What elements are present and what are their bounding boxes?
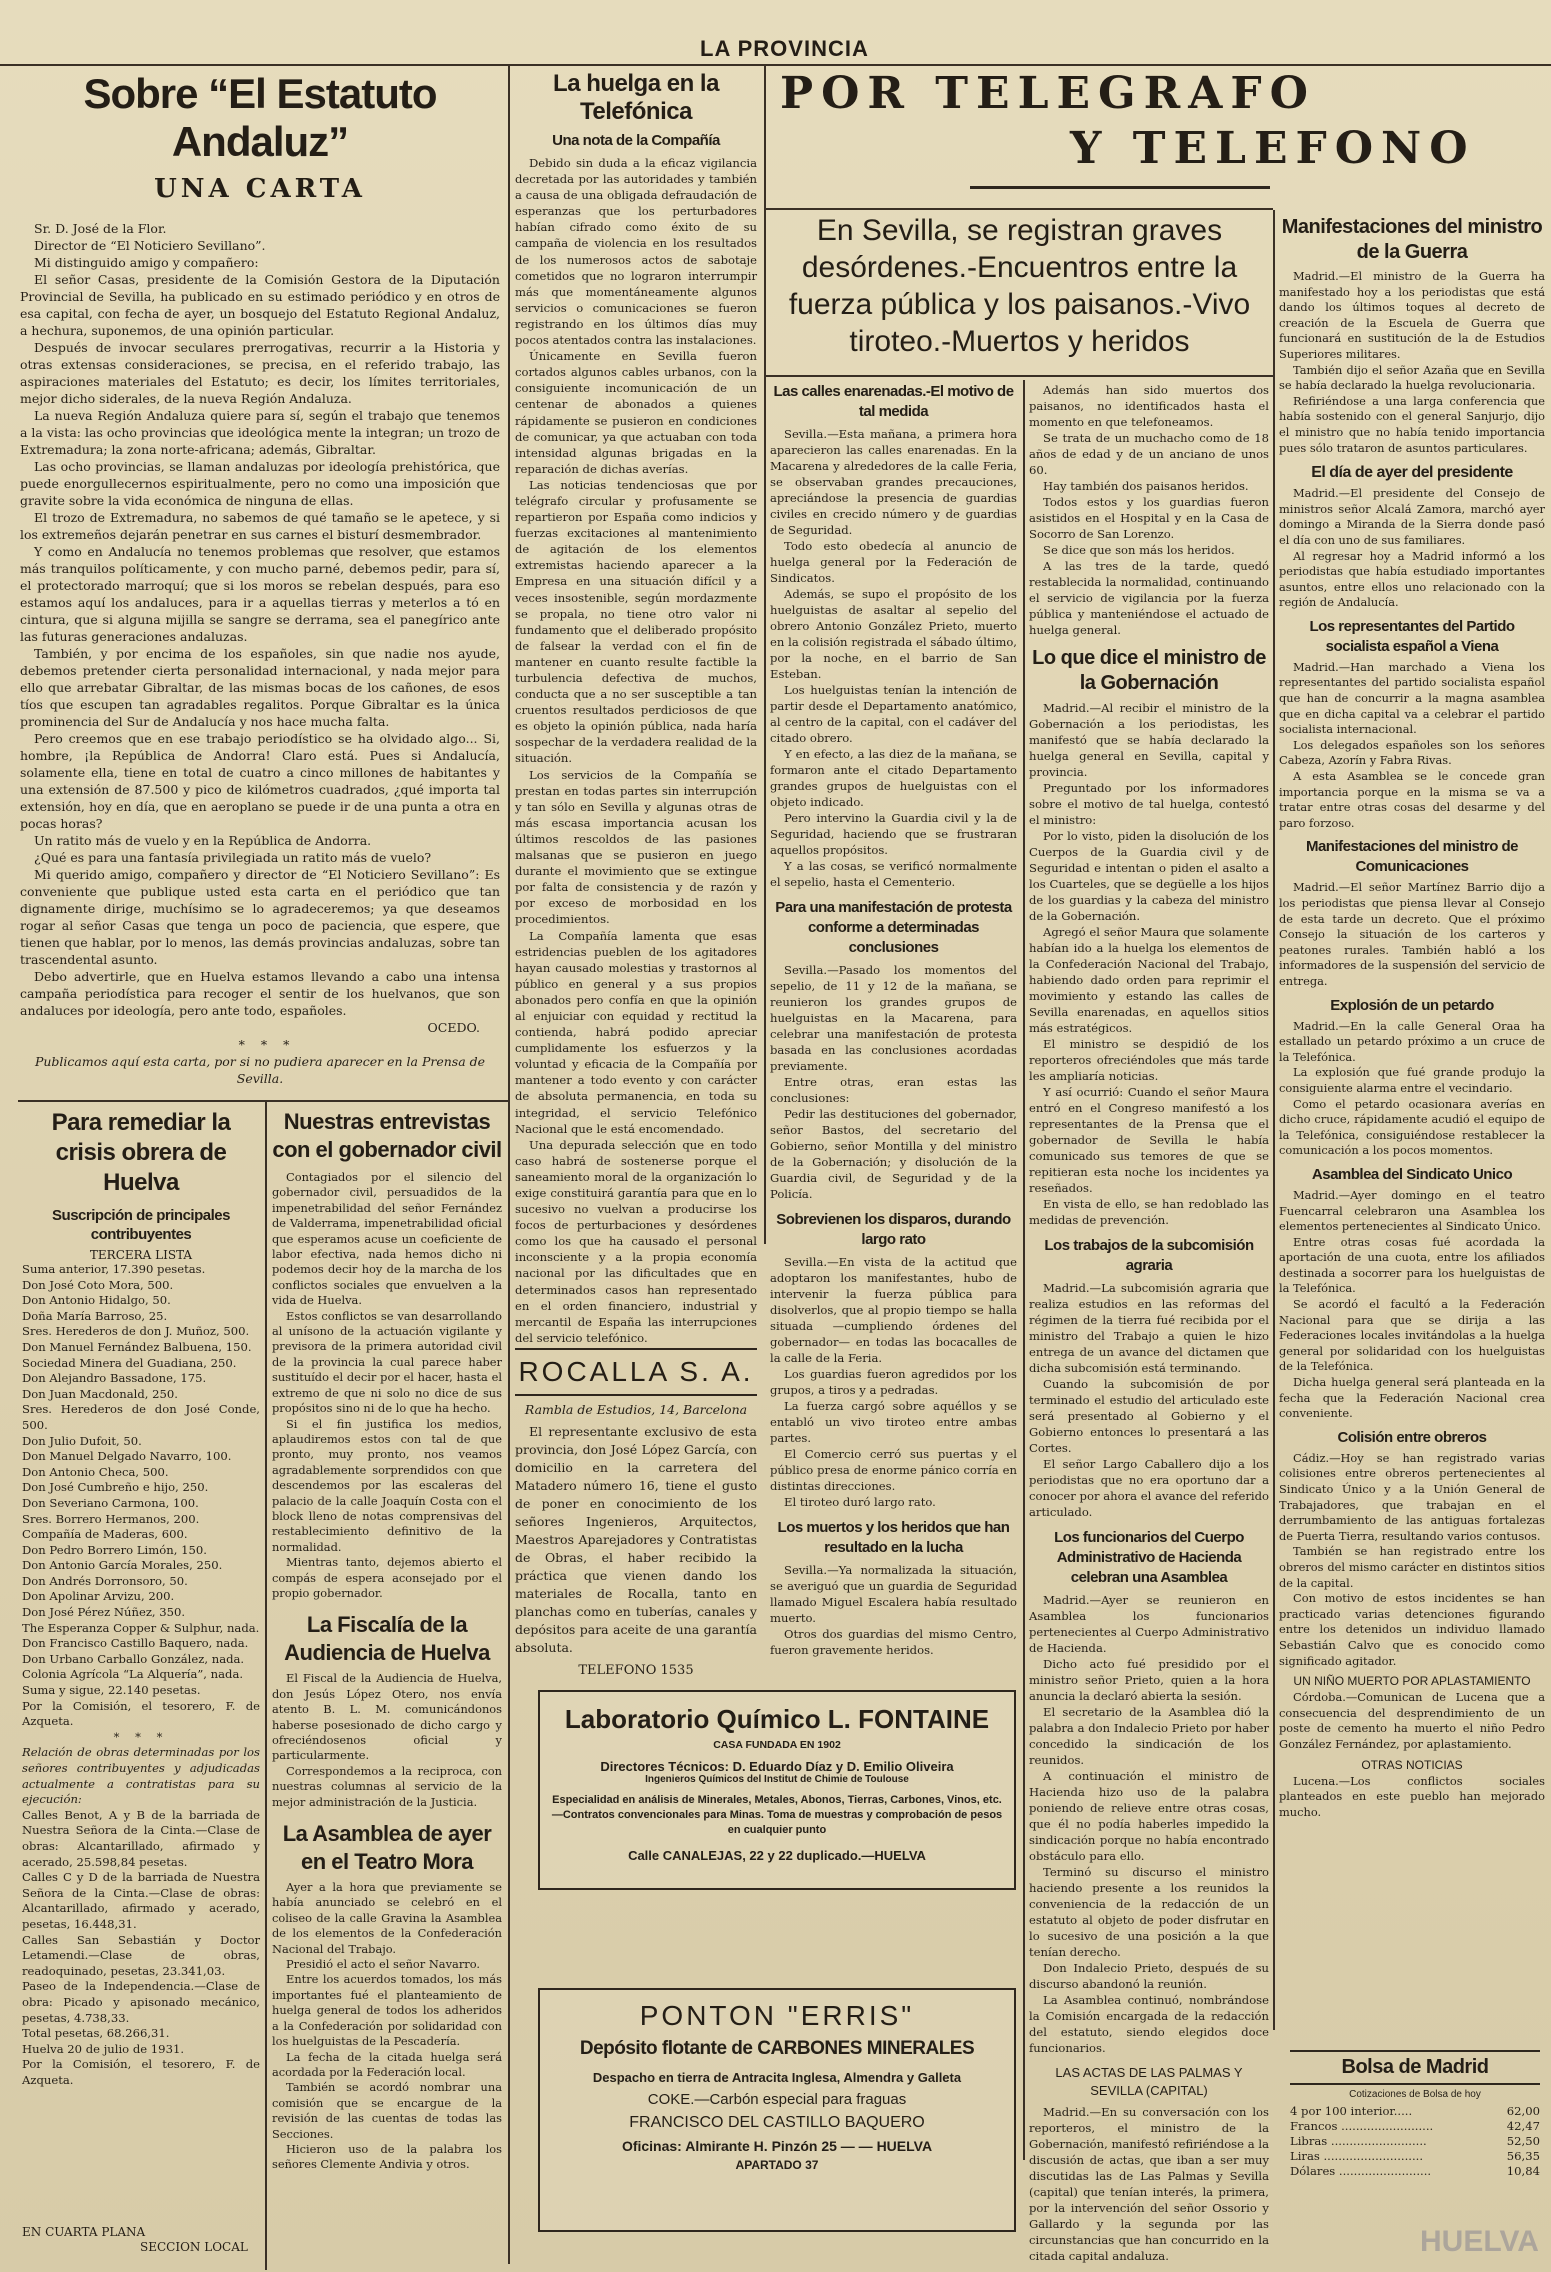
paragraph: Debo advertirle, que en Huelva estamos llevando a cabo una intensa campaña periodística para recoger el sentir de los huelvanos, que son andaluces por ideología, pero ante todo, españoles. [20,969,500,1018]
section-rule [18,1100,508,1102]
bolsa-label: Dólares ......................... [1290,2164,1432,2178]
section-title: Lo que dice el ministro de la Gobernación [1032,647,1266,694]
ad-founded: CASA FUNDADA EN 1902 [713,1739,841,1751]
bolsa-value: 42,47 [1506,2119,1540,2133]
article-title: Nuestras entrevistas con el gobernador civil [272,1109,502,1162]
paragraph: Agregó el señor Maura que solamente habían ido a la huelga los elementos de la Confederación Nacional del Trabajo, habiendo dado orden para reprimir el movimiento y estando las calles de Sevilla enarenadas, en aquellos sitios más estratégicos. [1029,925,1269,1035]
page-footer-right [140,2240,390,2254]
list-item: Sres. Borrero Hermanos, 200. [22,1511,200,1526]
estatuto-article [20,70,500,1087]
ad-phone: TELEFONO 1535 [578,1663,694,1678]
paragraph: Entre otras cosas fué acordada la aportación de una cuota, entre los afiliados destinada a socorrer para los huelguistas de la Telefónica. [1279,1234,1545,1296]
paragraph: Madrid.—Ayer se reunieron en Asamblea los funcionarios pertenecientes al Cuerpo Administrativo de Hacienda. [1029,1593,1269,1655]
article-title: Para remediar la crisis obrera de Huelva [51,1109,231,1196]
list-item: Don Antonio Hidalgo, 50. [22,1293,171,1308]
section-title: Sobrevienen los disparos, durando largo rato [776,1211,1011,1248]
bolsa-label: Francos ......................... [1290,2119,1434,2133]
list-item: Sociedad Minera del Guadiana, 250. [22,1355,237,1370]
section-title: Manifestaciones del ministro de Comunicaciones [1305,838,1519,876]
paragraph: Todo esto obedecía al anuncio de huelga general por la Federación de Sindicatos. [770,539,1017,585]
paragraph: Madrid.—El presidente del Consejo de ministros señor Alcalá Zamora, marchó ayer domingo a Miranda de la Sierra donde pasó el día con uno de sus familiares. [1279,486,1545,547]
list-item: Don Andrés Dorronsoro, 50. [22,1573,188,1588]
paragraph: Entre otras, eran estas las conclusiones: [770,1075,1017,1105]
paragraph: Se trata de un muchacho como de 18 años de edad y de un anciano de unos 60. [1029,431,1269,477]
paragraph: También, y por encima de los españoles, sin que nadie nos ayude, debemos pretender cierta personalidad internacional, y nada mejor para ello que arrebatar Gibraltar, de las mismas bocas de los cañones, de esos tíos que escupen tan agradables regalitos. Porque Gibraltar es la única prominencia del Sur de Andalucía y nos hace mucha falta. [20,646,500,729]
ad-line: APARTADO 37 [735,2158,819,2172]
paragraph: Sevilla.—En vista de la actitud que adoptaron los manifestantes, hubo de intervenir la fuerza pública para disolverlos, que al propio tiempo se halla situada —cumpliendo órdenes del gobernador— en todas las bocacalles de la calle de la Feria. [770,1255,1017,1365]
paragraph: Después de invocar seculares prerrogativas, recurrir a la Historia y otras extensas consideraciones, se precisa, en el referido trabajo, las aspiraciones materiales del Estatuto; es decir, los límites territoriales, mejor dicho siderales, de la nueva Región Andaluza. [20,340,500,406]
paragraph: Hay también dos paisanos heridos. [1043,479,1249,493]
footnote: Publicamos aquí esta carta, por si no pudiera aparecer en la Prensa de Sevilla. [34,1054,486,1086]
salutation: Sr. D. José de la Flor. [34,221,167,236]
bolsa-title: Bolsa de Madrid [1341,2056,1489,2078]
paragraph: Sevilla.—Esta mañana, a primera hora aparecieron las calles enarenadas. En la Macarena y alrededores de la calle Feria, se observaban grandes precauciones, apreciándose la presencia de guardias civiles en crecido número y de guardias de Seguridad. [770,427,1017,537]
ad-subtitle: Depósito flotante de CARBONES MINERALES [579,2038,975,2059]
ad-directors: Directores Técnicos: D. Eduardo Díaz y D. Emilio Oliveira [600,1759,954,1774]
bolsa-subtitle: Cotizaciones de Bolsa de hoy [1349,2089,1481,2100]
footer-text: SECCION LOCAL [140,2240,248,2254]
paragraph: Cádiz.—Hoy se han registrado varias colisiones entre obreros pertenecientes al Sindicato Único y a la Unión General de Trabajadores, que trabajan en el derrumbamiento de las antiguas fortalezas de Puerta Tierra, resultando varios contusos. [1279,1450,1545,1543]
banner-line-2: Y TELEFONO [1070,123,1476,174]
paragraph: La explosión que fué grande produjo la consiguiente alarma entre el vecindario. [1279,1065,1545,1095]
headline: En Sevilla, se registran graves desórdenes.-Encuentros entre la fuerza pública y los paisanos.-Vivo tiroteo.-Muertos y heridos [788,214,1251,358]
paragraph: El ministro se despidió de los reporteros ofreciéndoles que más tarde les ampliaría noticias. [1029,1037,1269,1083]
list-item: Compañía de Maderas, 600. [22,1527,188,1542]
crisis-article [22,1108,260,2088]
list-item: The Esperanza Copper & Sulphur, nada. [22,1620,260,1635]
list-item: Don Francisco Castillo Baquero, nada. [22,1636,249,1651]
paragraph: Preguntado por los informadores sobre el motivo de tal huelga, contestó el ministro: [1029,781,1269,827]
bolsa-label: 4 por 100 interior..... [1290,2104,1413,2118]
paragraph: Con motivo de estos incidentes se han practicado varias detenciones figurando entre los detenidos un individuo llamado Sebastián Calvo que es conocido como significado agitador. [1279,1591,1545,1668]
ad-line: Oficinas: Almirante H. Pinzón 25 — — HUELVA [621,2138,933,2154]
huelga-article [515,70,757,1346]
bolsa-label: Liras ........................... [1290,2149,1423,2163]
section-title: OTRAS NOTICIAS [1361,1757,1463,1772]
paragraph: Madrid.—El ministro de la Guerra ha manifestado hoy a los periodistas que está dando los últimos toques al decreto de creación de la Escuela de Guerra que funcionará en sustitución de la de Estudios Superiores militares. [1279,269,1545,361]
paragraph: Dicho acto fué presidido por el ministro señor Prieto, quien a la hora anuncia la declaró abierta la sesión. [1029,1657,1269,1703]
bolsa-table [1290,2104,1540,2179]
article-title: Sobre “El Estatuto Andaluz” [83,70,437,165]
list-title: TERCERA LISTA [89,1248,193,1262]
paragraph: Al regresar hoy a Madrid informó a los periodistas que había estudiado importantes asuntos, entre ellos uno relacionado con la región de Andalucía. [1279,548,1545,610]
section-title: El día de ayer del presidente [1311,464,1513,482]
paragraph: El Comercio cerró sus puertas y el público presa de enorme pánico corría en distintas direcciones. [770,1447,1017,1493]
ad-line: FRANCISCO DEL CASTILLO BAQUERO [629,2114,925,2131]
paragraph: Terminó su discurso el ministro haciendo presente a los reunidos la conveniencia de la redacción de un estatuto al objeto de poder disfrutar en lo sucesivo de una posición a la que tenían derecho. [1029,1865,1269,1959]
paragraph: Por lo visto, piden la disolución de los Cuerpos de la Guardia civil y de Seguridad e intentan o piden el asalto a los Cuarteles, que se degüelle a los hijos de los guardias y la cabeza del ministro de la Gobernación. [1029,829,1269,923]
ad-title: PONTON "ERRIS" [639,2000,915,2031]
paragraph: A esta Asamblea se le concede gran importancia porque en la misma se va a tratar entre otras cosas del desarme y del paro forzoso. [1279,769,1545,830]
list-item: Don Antonio García Morales, 250. [22,1558,223,1573]
list-item: Don José Cumbreño e hijo, 250. [22,1480,209,1495]
guerra-column [1279,215,1545,1820]
section-title: LAS ACTAS DE LAS PALMAS Y SEVILLA (CAPITAL) [1055,2065,1243,2098]
list-item: Suma y sigue, 22.140 pesetas. [22,1683,201,1698]
paragraph: Madrid.—El señor Martínez Barrio dijo a los periodistas que piensa llevar al Consejo de esta tarde un decreto. Que el próximo Consejo la situación de los carteros y peatones rurales. También habló a los informadores de la suspensión del servicio de entrega. [1279,880,1545,988]
paragraph: La nueva Región Andaluza quiere para sí, según el trabajo que tenemos a la vista: las ocho provincias que ideológica mente la integran; un trozo de Extremadura; la zona norte-africana; además, Gibraltar. [20,408,500,457]
paragraph: También se han registrado entre los obreros del mismo carácter en distintos sitios de la capital. [1279,1544,1545,1590]
paragraph: Madrid.—En la calle General Oraa ha estallado un petardo próximo a un cruce de la Telefónica. [1279,1018,1545,1064]
page-footer-left [22,2225,272,2239]
paragraph: Y a las cosas, se verificó normalmente el sepelio, hasta el Cementerio. [770,859,1017,889]
paragraph: La fuerza cargó sobre aquéllos y se entabló un vivo tiroteo entre ambas partes. [770,1399,1017,1445]
list-item: Don Manuel Delgado Navarro, 100. [22,1449,232,1464]
paragraph: Y así ocurrió: Cuando el señor Maura entró en el Congreso manifestó a los representantes de la Prensa que el gobernador de Sevilla le había comunicado sus temores de que se repitieran esta noche los incidentes ya reseñados. [1029,1085,1269,1195]
fontaine-ad [538,1690,1016,1890]
article-title: La huelga en la Telefónica [553,70,719,125]
ad-line: COKE.—Carbón especial para fraguas [647,2091,907,2108]
paragraph: Madrid.—La subcomisión agraria que realiza estudios en las reformas del régimen de la tierra fué recibida por el ministro del Trabajo a quien le hizo entrega de un avance del dictamen que dicha subcomisión está terminando. [1029,1281,1269,1375]
greeting: Mi distinguido amigo y compañero: [34,255,259,270]
paragraph: Refiriéndose a una larga conferencia que había sostenido con el general Sanjurjo, dijo el ministro que no había tenido importancia pues sólo trataron de asuntos particulares. [1279,393,1545,455]
paragraph: Madrid.—En su conversación con los reporteros, el ministro de la Gobernación, manifestó refiriéndose a la discusión de actas, que iban a ser muy discutidas las de Las Palmas y Sevilla (capital) que tenían interés, la primera, por la intervención del señor Ossorio y Gallardo y la segunda por las circunstancias que han concurrido en la citada capital andaluza. [1029,2105,1269,2263]
paragraph: El Fiscal de la Audiencia de Huelva, don Jesús López Otero, nos envía atento B. L. M. comunicándonos haberse posesionado de dicho cargo y ofreciéndosenos oficial y particularmente. [272,1671,502,1763]
paragraph: Ayer a la hora que previamente se había anunciado se celebró en el coliseo de la calle Gravina la Asamblea de los elementos de la Confederación Nacional del Trabajo. [272,1880,502,1956]
recipient: Director de “El Noticiero Sevillano”. [34,238,266,253]
bolsa-value: 62,00 [1506,2104,1540,2118]
paragraph: El tiroteo duró largo rato. [784,1495,936,1509]
list-item: Don Manuel Fernández Balbuena, 150. [22,1339,252,1354]
paragraph: Córdoba.—Comunican de Lucena que a consecuencia del desprendimiento de un poste de cemento ha muerto el niño Pedro González Fernández, por aplastamiento. [1279,1690,1545,1751]
list-item: Don Juan Macdonald, 250. [22,1386,178,1401]
paragraph: Madrid.—Han marchado a Viena los representantes del partido socialista español que han de concurrir a la magna asamblea que en dicha capital va a celebrar el partido socialista internacional. [1279,659,1545,737]
paragraph: Además han sido muertos dos paisanos, no identificados hasta el momento en que telefoneamos. [1029,383,1269,429]
paragraph: Los guardias fueron agredidos por los grupos, a tiros y a pedradas. [770,1367,1017,1397]
footer-text: EN CUARTA PLANA [22,2225,146,2239]
column-rule [508,64,510,2264]
section-rule [765,375,1273,377]
list-item: Don Julio Dufoit, 50. [22,1433,142,1448]
list-item: Doña María Barroso, 25. [22,1308,168,1323]
paragraph: A continuación el ministro de Hacienda hizo uso de la palabra poniendo de relieve entre otras cosas, que él no podía haberles impedido la sindicación porque no había encontrado obstáculo para ello. [1029,1769,1269,1863]
section-title: Los muertos y los heridos que han resultado en la lucha [777,1519,1010,1556]
paragraph: Se dice que son más los heridos. [1043,543,1235,557]
bolsa-row [1290,2164,1540,2179]
bolsa-value: 52,50 [1506,2134,1540,2148]
paragraph: Estos conflictos se van desarrollando al unísono de la actuación vigilante y previsora de la primera autoridad civil de la provincia la cual parece haber sustituído el decir por el hacer, hasta el extremo de que ni solo no dice de sus propósitos sino ni de lo que ha hecho. [272,1308,502,1416]
article-subtitle: UNA CARTA [154,174,366,204]
list-item: Don Alejandro Bassadone, 175. [22,1371,207,1386]
paragraph: La Asamblea continuó, nombrándose la Comisión encargada de la redacción del estatuto, siendo elegidos doce funcionarios. [1029,1993,1269,2055]
paragraph: Todos estos y los guardias fueron asistidos en el Hospital y en la Casa de Socorro de San Lorenzo. [1029,495,1269,541]
banner-line-1: POR TELEGRAFO [780,68,1316,119]
list-item: Calles C y D de la barriada de Nuestra Señora de la Cinta.—Clase de obras: Alcantarillado, afirmado y acerado, pesetas, 16.448,31. [22,1870,260,1931]
ad-specialty: Especialidad en análisis de Minerales, Metales, Abonos, Tierras, Carbones, Vinos, etc.—Contratos convencionales para Minas. Toma de muestras y comprobación de pesos en cualquier punto [551,1794,1003,1836]
bolsa-box [1290,2050,1540,2179]
article-title: La Fiscalía de la Audiencia de Huelva [284,1612,490,1666]
separator-dots: * * * [238,1037,296,1052]
paragraph: Debido sin duda a la eficaz vigilancia decretada por las autoridades y también a causa de una obligada defraudación de esperanzas que los perturbadores habían cifrado como éxito de su campaña de violencia en los resultados de los numerosos actos de sabotaje cometidos que no lograron interrumpir más que momentáneamente algunos servicios o comunicaciones se fueron registrando en los últimos días muy pocos atentados contra las instalaciones. [515,156,757,348]
paragraph: También dijo el señor Azaña que en Sevilla se había declarado la huelga revolucionaria. [1279,362,1545,393]
list-item: Suma anterior, 17.390 pesetas. [22,1262,206,1276]
paragraph: Sevilla.—Ya normalizada la situación, se averiguó que un guardia de Seguridad llamado Miguel Escalera había resultado muerto. [770,1563,1017,1625]
banner-rule [970,186,1270,189]
sevilla-headline [772,212,1267,360]
separator-dots: * * * [113,1729,169,1744]
list-item: Calles San Sebastián y Doctor Letamendi.—Clase de obras, readoquinado, pesetas, 23.341,03. [22,1932,260,1978]
paragraph: El señor Largo Caballero dijo a los periodistas que no era oportuno dar a conocer por ahora el avance del referido articulado. [1029,1457,1269,1519]
paragraph: Se acordó el facultó a la Federación Nacional para que se dirija a las Federaciones locales invitándolas a la huelga general por solidaridad con los huelguistas de la Telefónica. [1279,1297,1545,1374]
list-item: Total pesetas, 68.266,31. [22,2026,170,2041]
paragraph: A las tres de la tarde, quedó restablecida la normalidad, continuando el servicio de vigilancia por la fuerza pública y manteniéndose el actuado de huelga general. [1029,559,1269,637]
section-title: Explosión de un petardo [1330,996,1494,1014]
paragraph: Pero intervino la Guardia civil y la de Seguridad, haciendo que se frustraran aquellos propósitos. [770,811,1017,857]
article-subtitle: Suscripción de principales contribuyentes [52,1207,230,1243]
column-rule [1023,380,1025,2160]
section-rule [765,208,1273,210]
paragraph: Un ratito más de vuelo y en la República de Andorra. [34,833,372,848]
section-title: Los funcionarios del Cuerpo Administrativo de Hacienda celebran una Asamblea [1054,1529,1244,1586]
bolsa-row [1290,2119,1540,2134]
ad-title: ROCALLA S. A. [518,1356,754,1387]
bolsa-value: 56,35 [1506,2149,1540,2163]
list-item: Por la Comisión, el tesorero, F. de Azqueta. [22,1698,260,1729]
list-item: Huelva 20 de julio de 1931. [22,2041,185,2056]
bolsa-label: Libras .......................... [1290,2134,1427,2148]
bolsa-row [1290,2134,1540,2149]
paragraph: Como el petardo ocasionara averías en dicho cruce, rápidamente acudió el equipo de la Telefónica, consiguiéndose restablecer la comunicación a los pocos momentos. [1279,1096,1545,1158]
ad-address: Rambla de Estudios, 14, Barcelona [524,1402,748,1417]
section-title: Para una manifestación de protesta conforme a determinadas conclusiones [775,899,1012,956]
paragraph: Los servicios de la Compañía se prestan en todas partes sin interrupción y tan sólo en Sevilla y algunas otras de más escasa importancia acusan los últimos rescoldos de las pasiones malsanas que se pusieron en juego durante el movimiento que se extingue por falta de consistencia y de razón y por exceso de morbosidad en los procedimientos. [515,767,757,927]
paragraph: En vista de ello, se han redoblado las medidas de prevención. [1029,1197,1269,1227]
section-title: Los representantes del Partido socialista español a Viena [1309,617,1515,655]
paragraph: La fecha de la citada huelga será acordada por la Federación local. [272,2049,502,2079]
gobernacion-column [1029,382,1269,2264]
paragraph: Otros dos guardias del mismo Centro, fueron gravemente heridos. [770,1627,1017,1657]
ad-address: Calle CANALEJAS, 22 y 22 duplicado.—HUELVA [628,1848,926,1863]
column-rule [764,64,766,1244]
section-title: Manifestaciones del ministro de la Guerra [1281,216,1543,263]
paragraph: Únicamente en Sevilla fueron cortados algunos cables urbanos, con la consiguiente incomunicación de un centenar de abonados a quienes rápidamente se pusieron en condiciones de comunicar, ya que actuaban con toda intensidad algunas brigadas en la reparación de dichas averías. [515,349,757,476]
paragraph: Mi querido amigo, compañero y director de “El Noticiero Sevillano”: Es conveniente que publique usted esta carta en el periódico que tan dignamente dirige, muchísimo se lo agradeceremos; ya que deseamos rogar al señor Casas que tenga un poco de paciencia, que espere, que tienen que hablar, por lo menos, las demás provincias andaluzas, sobre tan trascendental asunto. [20,867,500,967]
list-item: Sres. Herederos de don José Conde, 500. [22,1402,260,1432]
paragraph: Contagiados por el silencio del gobernador civil, persuadidos de la impenetrabilidad del señor Fernández de Valderrama, impenetrabilidad oficial que esperamos acuse un coeficiente de labor efectiva, nada hemos dicho ni podemos decir hoy de la marcha de los conflictos sociales que envuelven a la vida de Huelva. [272,1170,502,1308]
sevilla-column [770,382,1017,1658]
bolsa-row [1290,2149,1540,2164]
telegrafo-banner [770,68,1550,208]
list-item: Don Apolinar Arvizu, 200. [22,1589,175,1604]
list-item: Paseo de la Independencia.—Clase de obra: Picado y apisonado mecánico, pesetas, 4.738,33. [22,1979,260,2025]
obras-title: Relación de obras determinadas por los señores contribuyentes y adjudicadas actualmente a contratistas para su ejecución: [22,1745,260,1807]
list-item: Sres. Herederos de don J. Muñoz, 500. [22,1324,250,1339]
paragraph: Las ocho provincias, se llaman andaluzas por ideología prehistórica, que puede enorgullecernos espiritualmente, pero no como una imposición que gravite sobre la vida económica de ninguna de ellas. [20,459,500,508]
top-rule [0,64,1551,66]
paragraph: Dicha huelga general será planteada en la fecha que la Federación Nacional crea conveniente. [1279,1375,1545,1421]
list-item: Don José Pérez Núñez, 350. [22,1605,186,1620]
list-item: Don Pedro Borrero Limón, 150. [22,1542,207,1557]
paragraph: Si el fin justifica los medios, aplaudiremos estos con tal de que pronto, muy pronto, nos veamos agradablemente sorprendidos con que descendemos por las escaleras del palacio de la calle Joaquín Costa con el block lleno de notas comprensivas del restablecimiento definitivo de la normalidad. [272,1416,502,1554]
list-item: Calles Benot, A y B de la barriada de Nuestra Señora de la Cinta.—Clase de obras: Alcantarillado, afirmado y acerado, 25.598,84 pesetas. [22,1807,260,1869]
section-title: Asamblea del Sindicato Unico [1311,1165,1513,1183]
ad-title: Laboratorio Químico L. FONTAINE [564,1704,990,1734]
paragraph: Una depurada selección que en todo caso habrá de sostenerse porque el saneamiento moral de la organización lo exige constituirá garantía para que en lo sucesivo no vuelvan a producirse los focos de perturbaciones y desórdenes como los que ha causado el personal inconsciente y a la propia economía nacional por las dificultades que en determinados casos han representado en el orden financiero, industrial y mercantil de España las interrupciones del servicio telefónico. [515,1137,757,1345]
paragraph: Madrid.—Al recibir el ministro de la Gobernación a los periodistas, les manifestó que se había declarado la huelga general en Sevilla, capital y provincia. [1029,701,1269,779]
column-rule [265,1100,267,2270]
section-title: Colisión entre obreros [1337,1428,1487,1446]
paragraph: El señor Casas, presidente de la Comisión Gestora de la Diputación Provincial de Sevilla, ha publicado en su estimado periódico y en otros de esa capital, con fecha de ayer, un bosquejo del Estatuto Regional Andaluz, a hechura, suponemos, de una opinión particular. [20,272,500,338]
paragraph: El trozo de Extremadura, no sabemos de qué tamaño se le apetece, y si los extremeños dejarán penetrar en sus carnes el bisturí desmembrador. [20,510,500,542]
section-title: Las calles enarenadas.-El motivo de tal medida [773,383,1014,420]
paragraph: Madrid.—Ayer domingo en el teatro Fuencarral celebraron una Asamblea los elementos pertenecientes al Sindicato Único. [1279,1187,1545,1234]
paragraph: Correspondemos a la reciproca, con nuestras columnas al servicio de la mejor administración de la Justicia. [272,1763,502,1809]
paragraph: Además, se supo el propósito de los huelguistas de asaltar al sepelio del obrero Antonio González Prieto, muerto en la colisión registrada el sábado último, por la noche, en el barrio de San Esteban. [770,587,1017,681]
paragraph: Y como en Andalucía no tenemos problemas que resolver, que estamos más tranquilos políticamente, y con mucho parné, debemos pedir, para sí, el protectorado marroquí; que si los moros se rebelan después, para eso estamos aquí los andaluces, para ir a aquellas tierras y meterlos a tó en cintura, que si alguna mijilla se sangre se derrama, sea el panegírico ante las futuras generaciones andaluzas. [20,544,500,644]
article-subtitle: Una nota de la Compañía [552,132,720,149]
paragraph: Pedir las destituciones del gobernador, señor Bastos, del secretario del Gobierno, señor Montilla y del ministro de la Gobernación; y disolución de la Guardia civil, de Seguridad y de la Policía. [770,1107,1017,1201]
paragraph: Sevilla.—Pasado los momentos del sepelio, de 11 y 12 de la mañana, se reunieron los grandes grupos de huelguistas en la Macarena, para celebrar una manifestación de protesta basada en las conclusiones acordadas previamente. [770,963,1017,1073]
section-title: UN NIÑO MUERTO POR APLASTAMIENTO [1293,1674,1531,1689]
signature: OCEDO. [427,1020,480,1035]
list-item: Por la Comisión, el tesorero, F. de Azqueta. [22,2057,260,2087]
column-rule [1273,210,1275,2030]
article-title: La Asamblea de ayer en el Teatro Mora [282,1821,492,1875]
masthead: LA PROVINCIA [700,36,869,61]
section-title: Los trabajos de la subcomisión agraria [1044,1237,1254,1274]
bolsa-row [1290,2104,1540,2119]
paragraph: Entre los acuerdos tomados, los más importantes fué el planteamiento de huelga general de todos los adheridos a la Confederación por solidaridad con los huelguistas de la Pescadería. [272,1972,502,2049]
list-item: Don Severiano Carmona, 100. [22,1495,199,1510]
paragraph: Mientras tanto, dejemos abierto el compás de espera aconsejado por el propio gobernador. [272,1555,502,1600]
watermark: HUELVA [1420,2225,1539,2258]
paragraph: Y en efecto, a las diez de la mañana, se formaron ante el citado Departamento grandes grupos de huelguistas con el objeto indicado. [770,747,1017,809]
list-item: Don José Coto Mora, 500. [22,1277,174,1292]
paragraph: Pero creemos que en ese trabajo periodístico se ha olvidado algo... Si, hombre, ¡la República de Andorra! Claro está. Pues si Andalucía, solamente ella, tiene en total de cuatro a cinco millones de habitantes y una extensión de 87.500 y pico de kilómetros cuadrados, ¿qué importa tal extensión, hoy en día, que en aeroplano se puede ir de una punta a otra en pocas horas? [20,731,500,831]
paragraph: También se acordó nombrar una comisión que se encargue de la revisión de las cuentas de todas las Secciones. [272,2080,502,2141]
paragraph: ¿Qué es para una fantasía privilegiada un ratito más de vuelo? [34,850,432,865]
bolsa-value: 10,84 [1506,2164,1540,2178]
entrevistas-article [272,1108,502,2173]
erris-ad [538,1988,1016,2232]
ad-body: El representante exclusivo de esta provincia, don José López García, con domicilio en la carretera del Matadero número 16, tiene el gusto de poner en conocimiento de los señores Ingenieros, Arquitectos, Maestros Aparejadores y Contratistas de Obras, el haber recibido la práctica que vienen dando los materiales de Rocalla, tanto en planchas como en tuberías, canales y depósitos para aceite de una garantía absoluta. [515,1424,757,1655]
paragraph: Las noticias tendenciosas que por telégrafo circular y profusamente se repartieron por España como indicios y fuerzas excitaciones al mantenimiento de agitación de los elementos extremistas haciendo aparecer a la Empresa en una situación difícil y a veces insostenible, según mordazmente se propala, no tiene otro valor ni fundamento que el deliberado propósito de falsear la verdad con el fin de mantener en cuanto resulte factible la turbulencia defectiva de muchos, conducta que a no ser susceptible a tan cruentos resultados perdiciosos de que es objeto la opinión pública, nada haría sospechar de la verdadera realidad de la situación. [515,477,757,766]
paragraph: Lucena.—Los conflictos sociales planteados en este pueblo han mejorado mucho. [1279,1773,1545,1819]
list-item: Don Antonio Checa, 500. [22,1464,169,1479]
paragraph: Los huelguistas tenían la intención de partir desde el Departamento anatómico, al centro de la capital, con el cadáver del citado obrero. [770,683,1017,745]
paragraph: El secretario de la Asamblea dió la palabra a don Indalecio Prieto por haber concedido la sindicación de los reunidos. [1029,1705,1269,1767]
list-item: Colonia Agrícola “La Alquería”, nada. [22,1667,244,1682]
paragraph: Cuando la subcomisión de por terminado el estudio del articulado este será presentado al Gobierno y el Gobierno entonces lo presentará a las Cortes. [1029,1377,1269,1455]
ad-institute: Ingenieros Químicos del Institut de Chimie de Toulouse [645,1774,909,1785]
paragraph: Hicieron uso de la palabra los señores Clemente Andivia y otros. [272,2141,502,2172]
list-item: Don Urbano Carballo González, nada. [22,1651,245,1666]
paragraph: Presidió el acto el señor Navarro. [286,1957,480,1972]
paragraph: Los delegados españoles son los señores Cabeza, Azorín y Fabra Rivas. [1279,737,1545,768]
rocalla-ad [515,1348,757,1678]
ad-line: Despacho en tierra de Antracita Inglesa, Almendra y Galleta [592,2070,962,2085]
paragraph: Don Indalecio Prieto, después de su discurso abandonó la reunión. [1029,1961,1269,1991]
paragraph: La Compañía lamenta que esas estridencias pueblen de los agitadores hayan causado molestias y trastornos al público en general y a sus propios abonados pero confía en que la opinión al enjuiciar con equidad y rectitud la contienda, habrá podido apreciar cumplidamente los esfuerzos y la voluntad y eficacia de la Compañía por mantener a todo evento y con carácter de absoluta permanencia, en toda su integridad, el servicio Telefónico Nacional que le está encomendado. [515,928,757,1136]
